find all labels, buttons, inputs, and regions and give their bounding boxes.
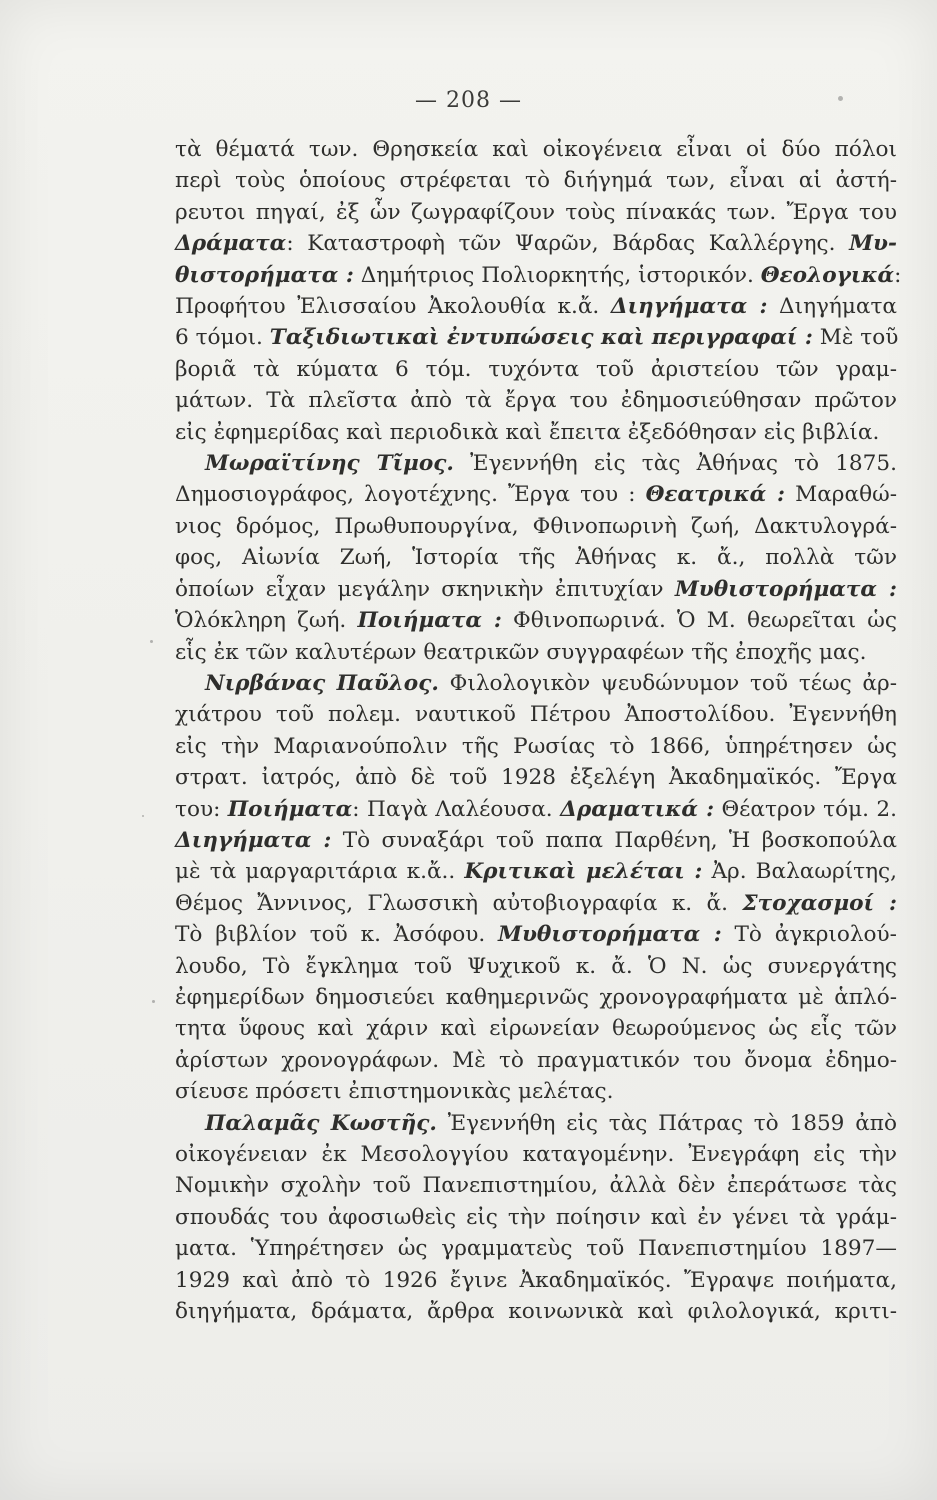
text-line	[175, 448, 897, 479]
text-line	[175, 479, 897, 510]
text-run: Ἀρ. Βαλαωρίτης,	[702, 859, 897, 885]
text-run: ρευτοι πηγαί, ἐξ ὧν ζωγραφίζουν τοὺς πίνακάς των. Ἔργα του	[175, 199, 897, 225]
text-run: σπουδάς του ἀφοσιωθεὶς εἰς τὴν ποίησιν καὶ ἐν γένει τὰ γράμ-	[175, 1204, 897, 1230]
text-run: οἰκογένειαν ἐκ Μεσολογγίου καταγομένην. Ἐνεγράφη εἰς τὴν	[175, 1142, 897, 1167]
text-line	[175, 511, 897, 542]
text-run: Θέατρον τόμ. 2.	[714, 796, 897, 822]
bold-heading: Ποιήματα	[227, 796, 353, 822]
text-run: τὰ θέματά των. Θρησκεία καὶ οἰκογένεια εἶναι οἱ δύο πόλοι	[175, 137, 897, 162]
text-run: : Καταστροφὴ τῶν Ψαρῶν, Βάρδας Καλλέργης.	[286, 231, 850, 257]
text-line	[175, 291, 897, 322]
text-line	[175, 165, 897, 196]
text-run: Τὸ συναξάρι τοῦ παπα Παρθένη, Ἡ βοσκοπούλα	[331, 827, 898, 853]
text-run: Μαραθώ-	[785, 482, 897, 508]
text-line	[175, 951, 897, 982]
text-run: φος, Αἰωνία Ζωή, Ἱστορία τῆς Ἀθήνας κ. ἄ., πολλὰ τῶν	[175, 545, 897, 571]
text-line	[175, 134, 897, 165]
text-line	[175, 982, 897, 1013]
text-line	[175, 699, 897, 730]
text-run: του:	[175, 796, 228, 822]
text-line	[175, 1076, 897, 1107]
text-line	[175, 731, 897, 762]
text-line	[175, 637, 897, 668]
text-line	[175, 574, 897, 605]
bold-heading: Ταξιδιωτικαὶ ἐντυπώσεις καὶ περιγραφαί :	[269, 325, 813, 351]
text-run: νιος δρόμος, Πρωθυπουργίνα, Φθινοπωρινὴ ζωή, Δακτυλογρά-	[175, 513, 897, 539]
text-run: Ἐγεννήθη εἰς τὰς Ἀθήνας τὸ 1875.	[453, 451, 898, 477]
text-line	[175, 1265, 897, 1296]
text-line	[175, 762, 897, 793]
text-line	[175, 668, 897, 699]
text-run: ἐφημερίδων δημοσιεύει καθημερινῶς χρονογραφήματα μὲ ἁπλό-	[175, 984, 897, 1010]
bold-heading: Μυθιστορήματα :	[674, 576, 897, 602]
text-run: στρατ. ἰατρός, ἀπὸ δὲ τοῦ 1928 ἐξελέγη Ἀκαδημαϊκός. Ἔργα	[175, 765, 897, 791]
text-line	[175, 1202, 897, 1233]
text-run: Ἐγεννήθη εἰς τὰς Πάτρας τὸ 1859 ἀπὸ	[436, 1110, 897, 1136]
paper-speck	[152, 1000, 155, 1003]
text-run: χιάτρου τοῦ πολεμ. ναυτικοῦ Πέτρου Ἀποστολίδου. Ἐγεννήθη	[175, 702, 897, 728]
bold-heading: Διηγήματα :	[610, 294, 768, 320]
text-line	[175, 919, 897, 950]
text-run: περὶ τοὺς ὁποίους στρέφεται τὸ διήγημά των, εἶναι αἱ ἀστή-	[175, 168, 897, 194]
text-line	[175, 888, 897, 919]
text-line	[175, 417, 897, 448]
bold-heading: Κριτικαὶ μελέται :	[464, 859, 703, 885]
text-line	[175, 354, 897, 385]
text-run: :	[894, 262, 902, 288]
bold-heading: Νιρβάνας Παῦλος.	[205, 670, 439, 696]
text-line	[175, 385, 897, 416]
text-run: : Παγὰ Λαλέουσα.	[352, 796, 561, 822]
text-line	[175, 1296, 897, 1327]
text-line	[175, 825, 897, 856]
text-line	[175, 1013, 897, 1044]
bold-heading: Ποιήματα :	[357, 608, 502, 634]
bold-heading: Παλαμᾶς Κωστῆς.	[205, 1110, 437, 1136]
text-line	[175, 1108, 897, 1139]
body-text	[175, 134, 902, 1327]
text-run: εἰς ἐφημερίδας καὶ περιοδικὰ καὶ ἔπειτα ἐξεδόθησαν εἰς βιβλία.	[175, 419, 880, 445]
bold-heading: Μυθιστορήματα :	[498, 922, 722, 948]
text-run: Προφήτου Ἐλισσαίου Ἀκολουθία κ.ἄ.	[175, 294, 611, 320]
bold-heading: Στοχασμοί :	[742, 890, 897, 916]
text-run: λουδο, Τὸ ἔγκλημα τοῦ Ψυχικοῦ κ. ἄ. Ὁ Ν. ὡς συνεργάτης	[175, 953, 897, 979]
text-line	[175, 1233, 897, 1264]
text-run: Φθινοπωρινά. Ὁ Μ. θεωρεῖται ὡς	[501, 608, 898, 634]
text-line	[175, 1045, 897, 1076]
paper-speck	[142, 815, 144, 817]
text-run: Τὸ βιβλίον τοῦ κ. Ἀσόφου.	[175, 922, 499, 948]
text-run: Δημήτριος Πολιορκητής, ἱστορικόν.	[353, 262, 761, 288]
text-run: τητα ὕφους καὶ χάριν καὶ εἰρωνείαν θεωρούμενος ὡς εἷς τῶν	[175, 1016, 897, 1042]
text-run: ἀρίστων χρονογράφων. Μὲ τὸ πραγματικόν του ὄνομα ἐδημο-	[175, 1047, 897, 1073]
bold-heading: Μυ-	[849, 231, 897, 257]
text-line	[175, 197, 897, 228]
paper-speck	[150, 640, 153, 643]
text-run: Μὲ τοῦ	[812, 325, 899, 351]
text-run: Φιλολογικὸν ψευδώνυμον τοῦ τέως ἀρ-	[438, 670, 897, 696]
text-run: μάτων. Τὰ πλεῖστα ἀπὸ τὰ ἔργα του ἐδημοσιεύθησαν πρῶτον	[175, 388, 897, 414]
bold-heading: Δράματα	[175, 231, 287, 257]
bold-heading: Θεολογικά	[760, 262, 895, 288]
text-line	[175, 1170, 897, 1201]
text-line	[175, 542, 897, 573]
text-run: βοριᾶ τὰ κύματα 6 τόμ. τυχόντα τοῦ ἀριστείου τῶν γραμ-	[175, 356, 897, 382]
paper-speck	[838, 96, 843, 101]
text-line	[175, 605, 897, 636]
text-run: 6 τόμοι.	[175, 325, 270, 351]
text-run: ὁποίων εἶχαν μεγάλην σκηνικὴν ἐπιτυχίαν	[175, 576, 675, 602]
text-run: Δημοσιογράφος, λογοτέχνης. Ἔργα του :	[175, 482, 646, 508]
text-run: εἷς ἐκ τῶν καλυτέρων θεατρικῶν συγγραφέων τῆς ἐποχῆς μας.	[175, 639, 867, 665]
text-line	[175, 794, 897, 825]
text-run: ματα. Ὑπηρέτησεν ὡς γραμματεὺς τοῦ Πανεπιστημίου 1897—	[175, 1236, 897, 1262]
text-run: Νομικὴν σχολὴν τοῦ Πανεπιστημίου, ἀλλὰ δὲν ἐπεράτωσε τὰς	[175, 1173, 897, 1199]
text-run: Διηγήματα	[767, 294, 897, 320]
page-number: — 208 —	[415, 88, 522, 113]
bold-heading: Θεατρικά :	[645, 482, 786, 508]
bold-heading: Δραματικά :	[560, 796, 715, 822]
text-run: Θέμος Ἄννινος, Γλωσσικὴ αὐτοβιογραφία κ. ἄ.	[175, 890, 743, 916]
text-line	[175, 1139, 897, 1170]
text-run: Τὸ ἀγκριολού-	[721, 922, 897, 948]
text-run: μὲ τὰ μαργαριτάρια κ.ἄ..	[175, 859, 465, 885]
bold-heading: θιστορήματα :	[175, 262, 354, 288]
text-run: Ὁλόκληρη ζωή.	[175, 608, 358, 634]
text-line	[175, 856, 897, 887]
text-run: διηγήματα, δράματα, ἄρθρα κοινωνικὰ καὶ φιλολογικά, κριτι-	[175, 1299, 897, 1325]
bold-heading: Διηγήματα :	[175, 827, 332, 853]
text-line	[175, 228, 897, 259]
bold-heading: Μωραϊτίνης Τῖμος.	[205, 451, 454, 477]
text-run: σίευσε πρόσετι ἐπιστημονικὰς μελέτας.	[175, 1079, 614, 1105]
text-line	[175, 322, 897, 353]
text-run: 1929 καὶ ἀπὸ τὸ 1926 ἔγινε Ἀκαδημαϊκός. Ἔγραψε ποιήματα,	[175, 1267, 897, 1293]
text-line	[175, 260, 902, 291]
text-run: εἰς τὴν Μαριανούπολιν τῆς Ρωσίας τὸ 1866, ὑπηρέτησεν ὡς	[175, 733, 897, 759]
